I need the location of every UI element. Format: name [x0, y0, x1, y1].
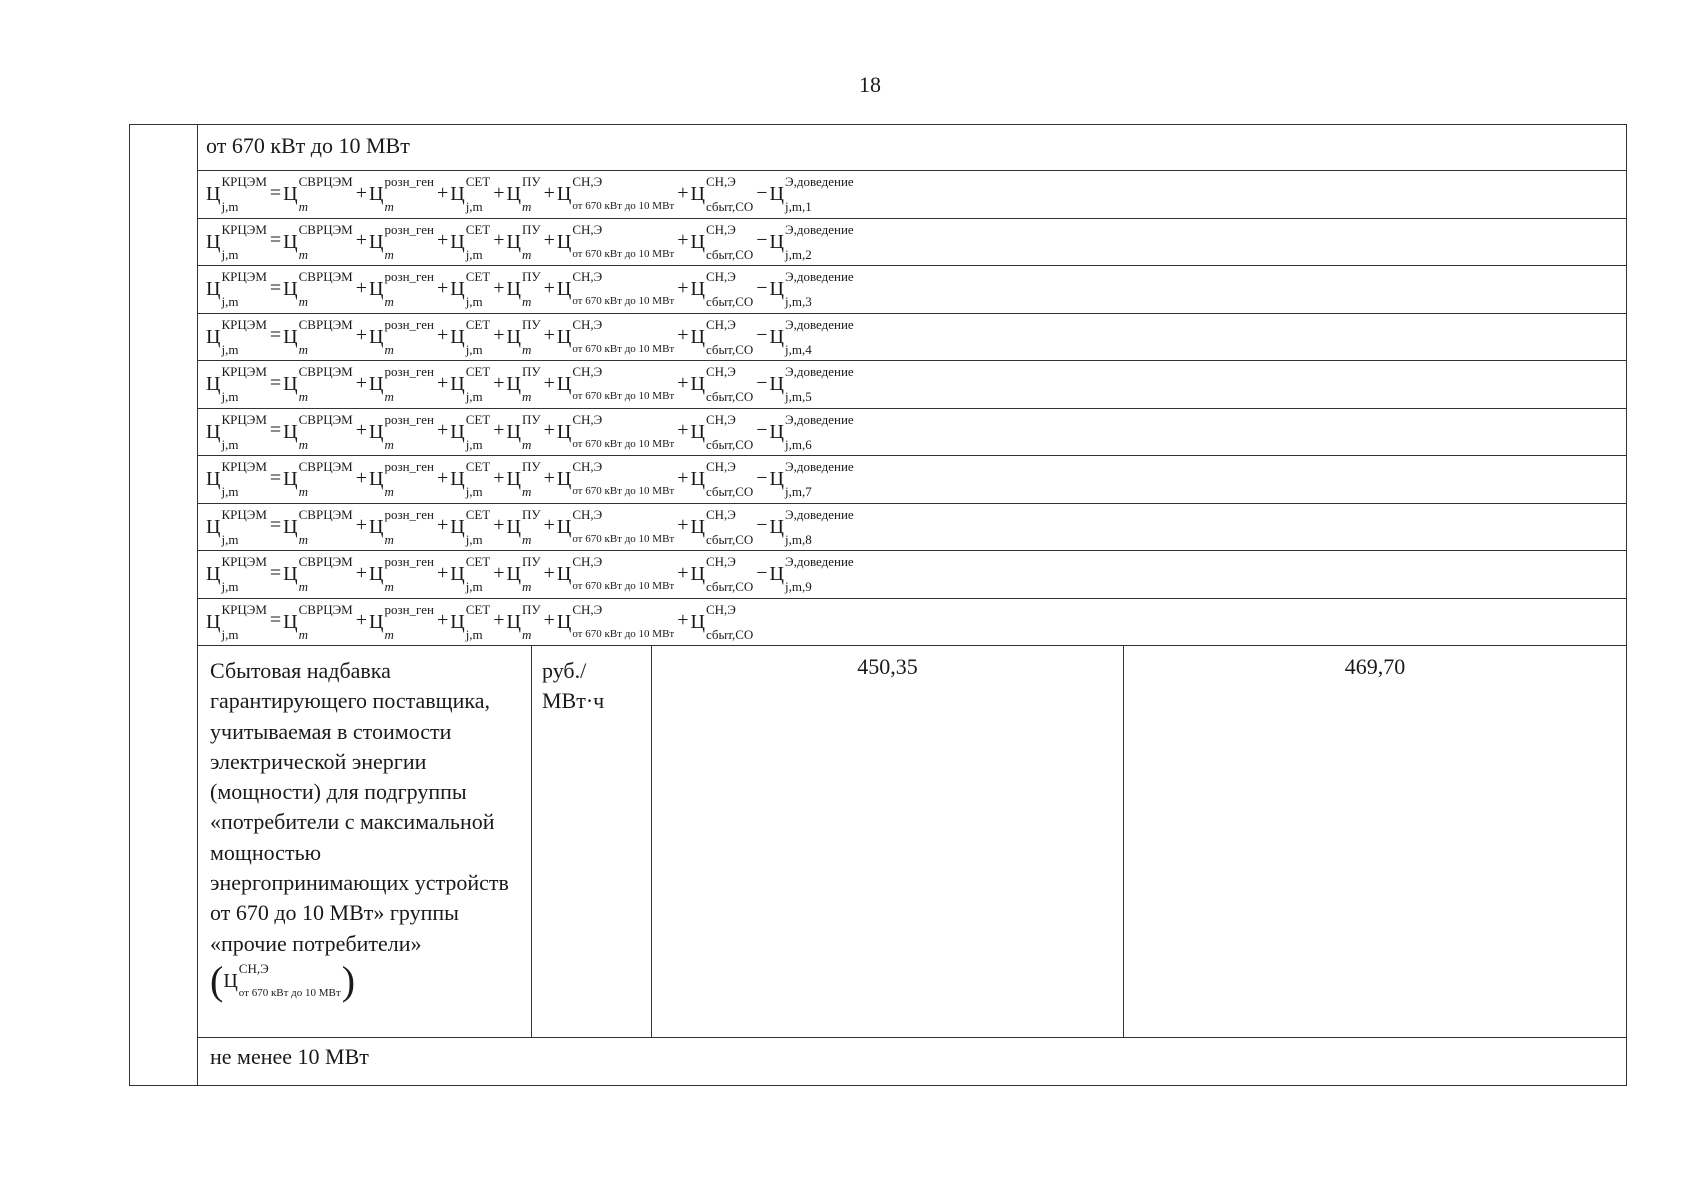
- formula-term: Ц СН,Э от 670 кВт до 10 МВт: [556, 364, 675, 402]
- formula-operator: −: [756, 276, 768, 299]
- formula-operator: +: [436, 609, 449, 632]
- formula-operator: +: [493, 609, 505, 632]
- markup-description: Сбытовая надбавка гарантирующего поставщика, учитываемая в стоимости электрической энергии (мощности) для подгруппы «потребители с максимальной мощностью энергопринимающих устройств от 670 до 10 МВт» группы «прочие потребители»: [210, 658, 509, 956]
- formula-term: Ц СЕТ j,m: [450, 554, 491, 594]
- formula-term: Ц Э,доведение j,m,9: [769, 554, 854, 594]
- formula-term: Ц СЕТ j,m: [450, 364, 491, 404]
- formula-term: Ц СН,Э сбыт,СО: [690, 411, 754, 452]
- formula-operator: +: [677, 324, 689, 347]
- formula-term: Ц СН,Э от 670 кВт до 10 МВт: [556, 269, 675, 307]
- formula-row: [198, 266, 1626, 314]
- formula-term: Ц СВРЦЭМ m: [283, 221, 353, 262]
- formula-operator: +: [355, 561, 368, 584]
- formula-term: Ц ПУ m: [506, 364, 541, 404]
- formula-term: Ц розн_ген m: [369, 601, 434, 642]
- formula-term: Ц СН,Э от 670 кВт до 10 МВт: [556, 221, 675, 260]
- formula-operator: +: [436, 561, 449, 584]
- formula-operator: =: [269, 609, 282, 632]
- formula-operator: +: [355, 229, 368, 252]
- formula-operator: +: [677, 561, 689, 584]
- formula-operator: +: [543, 561, 555, 584]
- formula-term: Ц ПУ m: [506, 459, 541, 499]
- formula-term: Ц СН,Э сбыт,СО: [690, 269, 754, 309]
- formula-row: [198, 219, 1626, 267]
- formula-term: Ц СН,Э сбыт,СО: [690, 601, 754, 642]
- formula-term: Ц СВРЦЭМ m: [283, 269, 353, 309]
- formula-operator: +: [677, 276, 689, 299]
- formula-term: Ц розн_ген m: [369, 221, 434, 262]
- formula-term: Ц ПУ m: [506, 269, 541, 309]
- formula-operator: +: [543, 419, 555, 442]
- markup-symbol: ( Ц СН,Э от 670 кВт до 10 МВт ): [210, 957, 356, 1003]
- formula-term: Ц СН,Э от 670 кВт до 10 МВт: [556, 601, 675, 640]
- formula-operator: +: [493, 371, 505, 394]
- formula-operator: +: [355, 181, 368, 204]
- formula-row: [198, 409, 1626, 457]
- left-column: [130, 125, 198, 1085]
- formula-term: Ц СВРЦЭМ m: [283, 174, 353, 214]
- formula-term: Ц СЕТ j,m: [450, 269, 491, 309]
- formula-term: Ц розн_ген m: [369, 554, 434, 594]
- formula-operator: −: [756, 419, 768, 442]
- formula-term: Ц ПУ m: [506, 554, 541, 594]
- formula-row: [198, 314, 1626, 362]
- formula-term: Ц Э,доведение j,m,5: [769, 364, 854, 404]
- formula-row: [198, 456, 1626, 504]
- formula-term: Ц КРЦЭМ j,m: [206, 459, 267, 499]
- formula-term: Ц КРЦЭМ j,m: [206, 411, 267, 452]
- formula-term: Ц Э,доведение j,m,1: [769, 174, 854, 214]
- formula-operator: −: [756, 324, 768, 347]
- formula-term: Ц СЕТ j,m: [450, 459, 491, 499]
- formula-operator: +: [677, 229, 689, 252]
- formula-operator: +: [355, 514, 368, 537]
- formula-term: Ц СН,Э сбыт,СО: [690, 459, 754, 499]
- formula-operator: +: [677, 466, 689, 489]
- formula-term: Ц КРЦЭМ j,m: [206, 316, 267, 357]
- formula-operator: +: [677, 609, 689, 632]
- markup-description-cell: [198, 646, 532, 1037]
- page-number: 18: [859, 72, 881, 97]
- formula-operator: =: [269, 419, 282, 442]
- formula-term: Ц Э,доведение j,m,6: [769, 411, 854, 452]
- formula-operator: +: [493, 229, 505, 252]
- formula-operator: +: [355, 419, 368, 442]
- formula-term: Ц розн_ген m: [369, 269, 434, 309]
- formula-term: Ц КРЦЭМ j,m: [206, 269, 267, 309]
- formula-term: Ц КРЦЭМ j,m: [206, 554, 267, 594]
- range-header: от 670 кВт до 10 МВт: [198, 125, 1626, 171]
- formula-operator: +: [543, 229, 555, 252]
- formula-term: Ц СН,Э сбыт,СО: [690, 506, 754, 547]
- formula-operator: −: [756, 561, 768, 584]
- formula-operator: −: [756, 514, 768, 537]
- formula-rows: [198, 171, 1626, 646]
- formula-operator: +: [493, 419, 505, 442]
- markup-unit: руб./ МВт·ч: [532, 646, 652, 1037]
- formula-operator: +: [543, 466, 555, 489]
- formula-operator: +: [543, 276, 555, 299]
- formula-operator: +: [436, 371, 449, 394]
- formula-term: Ц ПУ m: [506, 506, 541, 547]
- formula-term: Ц КРЦЭМ j,m: [206, 506, 267, 547]
- formula-term: Ц розн_ген m: [369, 316, 434, 357]
- formula-operator: +: [543, 371, 555, 394]
- formula-term: Ц СН,Э сбыт,СО: [690, 174, 754, 214]
- formula-operator: −: [756, 229, 768, 252]
- formula-row: [198, 361, 1626, 409]
- formula-operator: +: [677, 514, 689, 537]
- formula-operator: +: [436, 276, 449, 299]
- formula-term: Ц КРЦЭМ j,m: [206, 601, 267, 642]
- formula-term: Ц Э,доведение j,m,3: [769, 269, 854, 309]
- formula-operator: +: [355, 276, 368, 299]
- formula-term: Ц ПУ m: [506, 411, 541, 452]
- markup-value-2: 469,70: [1344, 654, 1406, 679]
- formula-operator: +: [493, 514, 505, 537]
- formula-term: Ц СН,Э сбыт,СО: [690, 221, 754, 262]
- formula-operator: +: [543, 181, 555, 204]
- formula-operator: +: [677, 419, 689, 442]
- formula-operator: +: [436, 324, 449, 347]
- formula-operator: +: [355, 466, 368, 489]
- formula-operator: −: [756, 466, 768, 489]
- formula-term: Ц СН,Э от 670 кВт до 10 МВт: [556, 459, 675, 497]
- formula-term: Ц СВРЦЭМ m: [283, 506, 353, 547]
- markup-value-1: 450,35: [652, 646, 1124, 1037]
- formula-term: Ц ПУ m: [506, 174, 541, 214]
- formula-operator: =: [269, 514, 282, 537]
- formula-term: Ц СН,Э сбыт,СО: [690, 316, 754, 357]
- formula-term: Ц СЕТ j,m: [450, 506, 491, 547]
- formula-term: Ц СЕТ j,m: [450, 411, 491, 452]
- formula-term: Ц СЕТ j,m: [450, 316, 491, 357]
- formula-operator: =: [269, 371, 282, 394]
- formula-operator: +: [677, 371, 689, 394]
- formula-row: [198, 504, 1626, 552]
- formula-term: Ц СН,Э сбыт,СО: [690, 554, 754, 594]
- formula-term: Ц СЕТ j,m: [450, 601, 491, 642]
- formula-operator: +: [493, 561, 505, 584]
- formula-operator: =: [269, 229, 282, 252]
- formula-term: Ц розн_ген m: [369, 364, 434, 404]
- formula-operator: +: [493, 324, 505, 347]
- formula-term: Ц СН,Э от 670 кВт до 10 МВт: [556, 506, 675, 545]
- formula-term: Ц СН,Э от 670 кВт до 10 МВт: [556, 174, 675, 212]
- formula-term: Ц Э,доведение j,m,2: [769, 221, 854, 262]
- formula-operator: +: [493, 466, 505, 489]
- formula-term: Ц СН,Э сбыт,СО: [690, 364, 754, 404]
- formula-operator: +: [543, 514, 555, 537]
- formula-term: Ц СН,Э от 670 кВт до 10 МВт: [556, 411, 675, 450]
- formula-row: [198, 599, 1626, 647]
- formula-operator: +: [355, 371, 368, 394]
- formula-term: Ц ПУ m: [506, 601, 541, 642]
- formula-operator: +: [436, 466, 449, 489]
- formula-row: [198, 551, 1626, 599]
- formula-term: Ц СВРЦЭМ m: [283, 411, 353, 452]
- formula-operator: =: [269, 181, 282, 204]
- formula-term: Ц СЕТ j,m: [450, 221, 491, 262]
- formula-term: Ц СВРЦЭМ m: [283, 364, 353, 404]
- formula-operator: +: [436, 181, 449, 204]
- formula-term: Ц СЕТ j,m: [450, 174, 491, 214]
- formula-term: Ц розн_ген m: [369, 459, 434, 499]
- formula-operator: +: [543, 609, 555, 632]
- formula-term: Ц СВРЦЭМ m: [283, 601, 353, 642]
- range-footer: не менее 10 МВт: [210, 1044, 369, 1069]
- formula-term: Ц КРЦЭМ j,m: [206, 364, 267, 404]
- formula-term: Ц Э,доведение j,m,8: [769, 506, 854, 547]
- formula-operator: +: [493, 276, 505, 299]
- formula-term: Ц розн_ген m: [369, 411, 434, 452]
- formula-term: Ц СВРЦЭМ m: [283, 554, 353, 594]
- formula-term: Ц розн_ген m: [369, 174, 434, 214]
- formula-operator: +: [436, 229, 449, 252]
- formula-operator: +: [355, 324, 368, 347]
- formula-operator: =: [269, 466, 282, 489]
- formula-operator: +: [355, 609, 368, 632]
- formula-term: Ц Э,доведение j,m,4: [769, 316, 854, 357]
- formula-operator: =: [269, 276, 282, 299]
- formula-term: Ц КРЦЭМ j,m: [206, 174, 267, 214]
- formula-term: Ц СН,Э от 670 кВт до 10 МВт: [556, 316, 675, 355]
- formula-operator: +: [436, 419, 449, 442]
- formula-term: Ц СН,Э от 670 кВт до 10 МВт: [556, 554, 675, 592]
- formula-operator: +: [436, 514, 449, 537]
- markup-row: [198, 646, 1626, 1038]
- formula-row: [198, 171, 1626, 219]
- tariff-table: [129, 124, 1627, 1086]
- formula-term: Ц розн_ген m: [369, 506, 434, 547]
- formula-operator: =: [269, 561, 282, 584]
- formula-operator: +: [493, 181, 505, 204]
- formula-operator: =: [269, 324, 282, 347]
- formula-term: Ц Э,доведение j,m,7: [769, 459, 854, 499]
- formula-operator: +: [543, 324, 555, 347]
- formula-term: Ц КРЦЭМ j,m: [206, 221, 267, 262]
- formula-operator: −: [756, 371, 768, 394]
- formula-term: Ц СВРЦЭМ m: [283, 316, 353, 357]
- formula-operator: −: [756, 181, 768, 204]
- formula-term: Ц СВРЦЭМ m: [283, 459, 353, 499]
- formula-operator: +: [677, 181, 689, 204]
- formula-term: Ц ПУ m: [506, 316, 541, 357]
- formula-term: Ц ПУ m: [506, 221, 541, 262]
